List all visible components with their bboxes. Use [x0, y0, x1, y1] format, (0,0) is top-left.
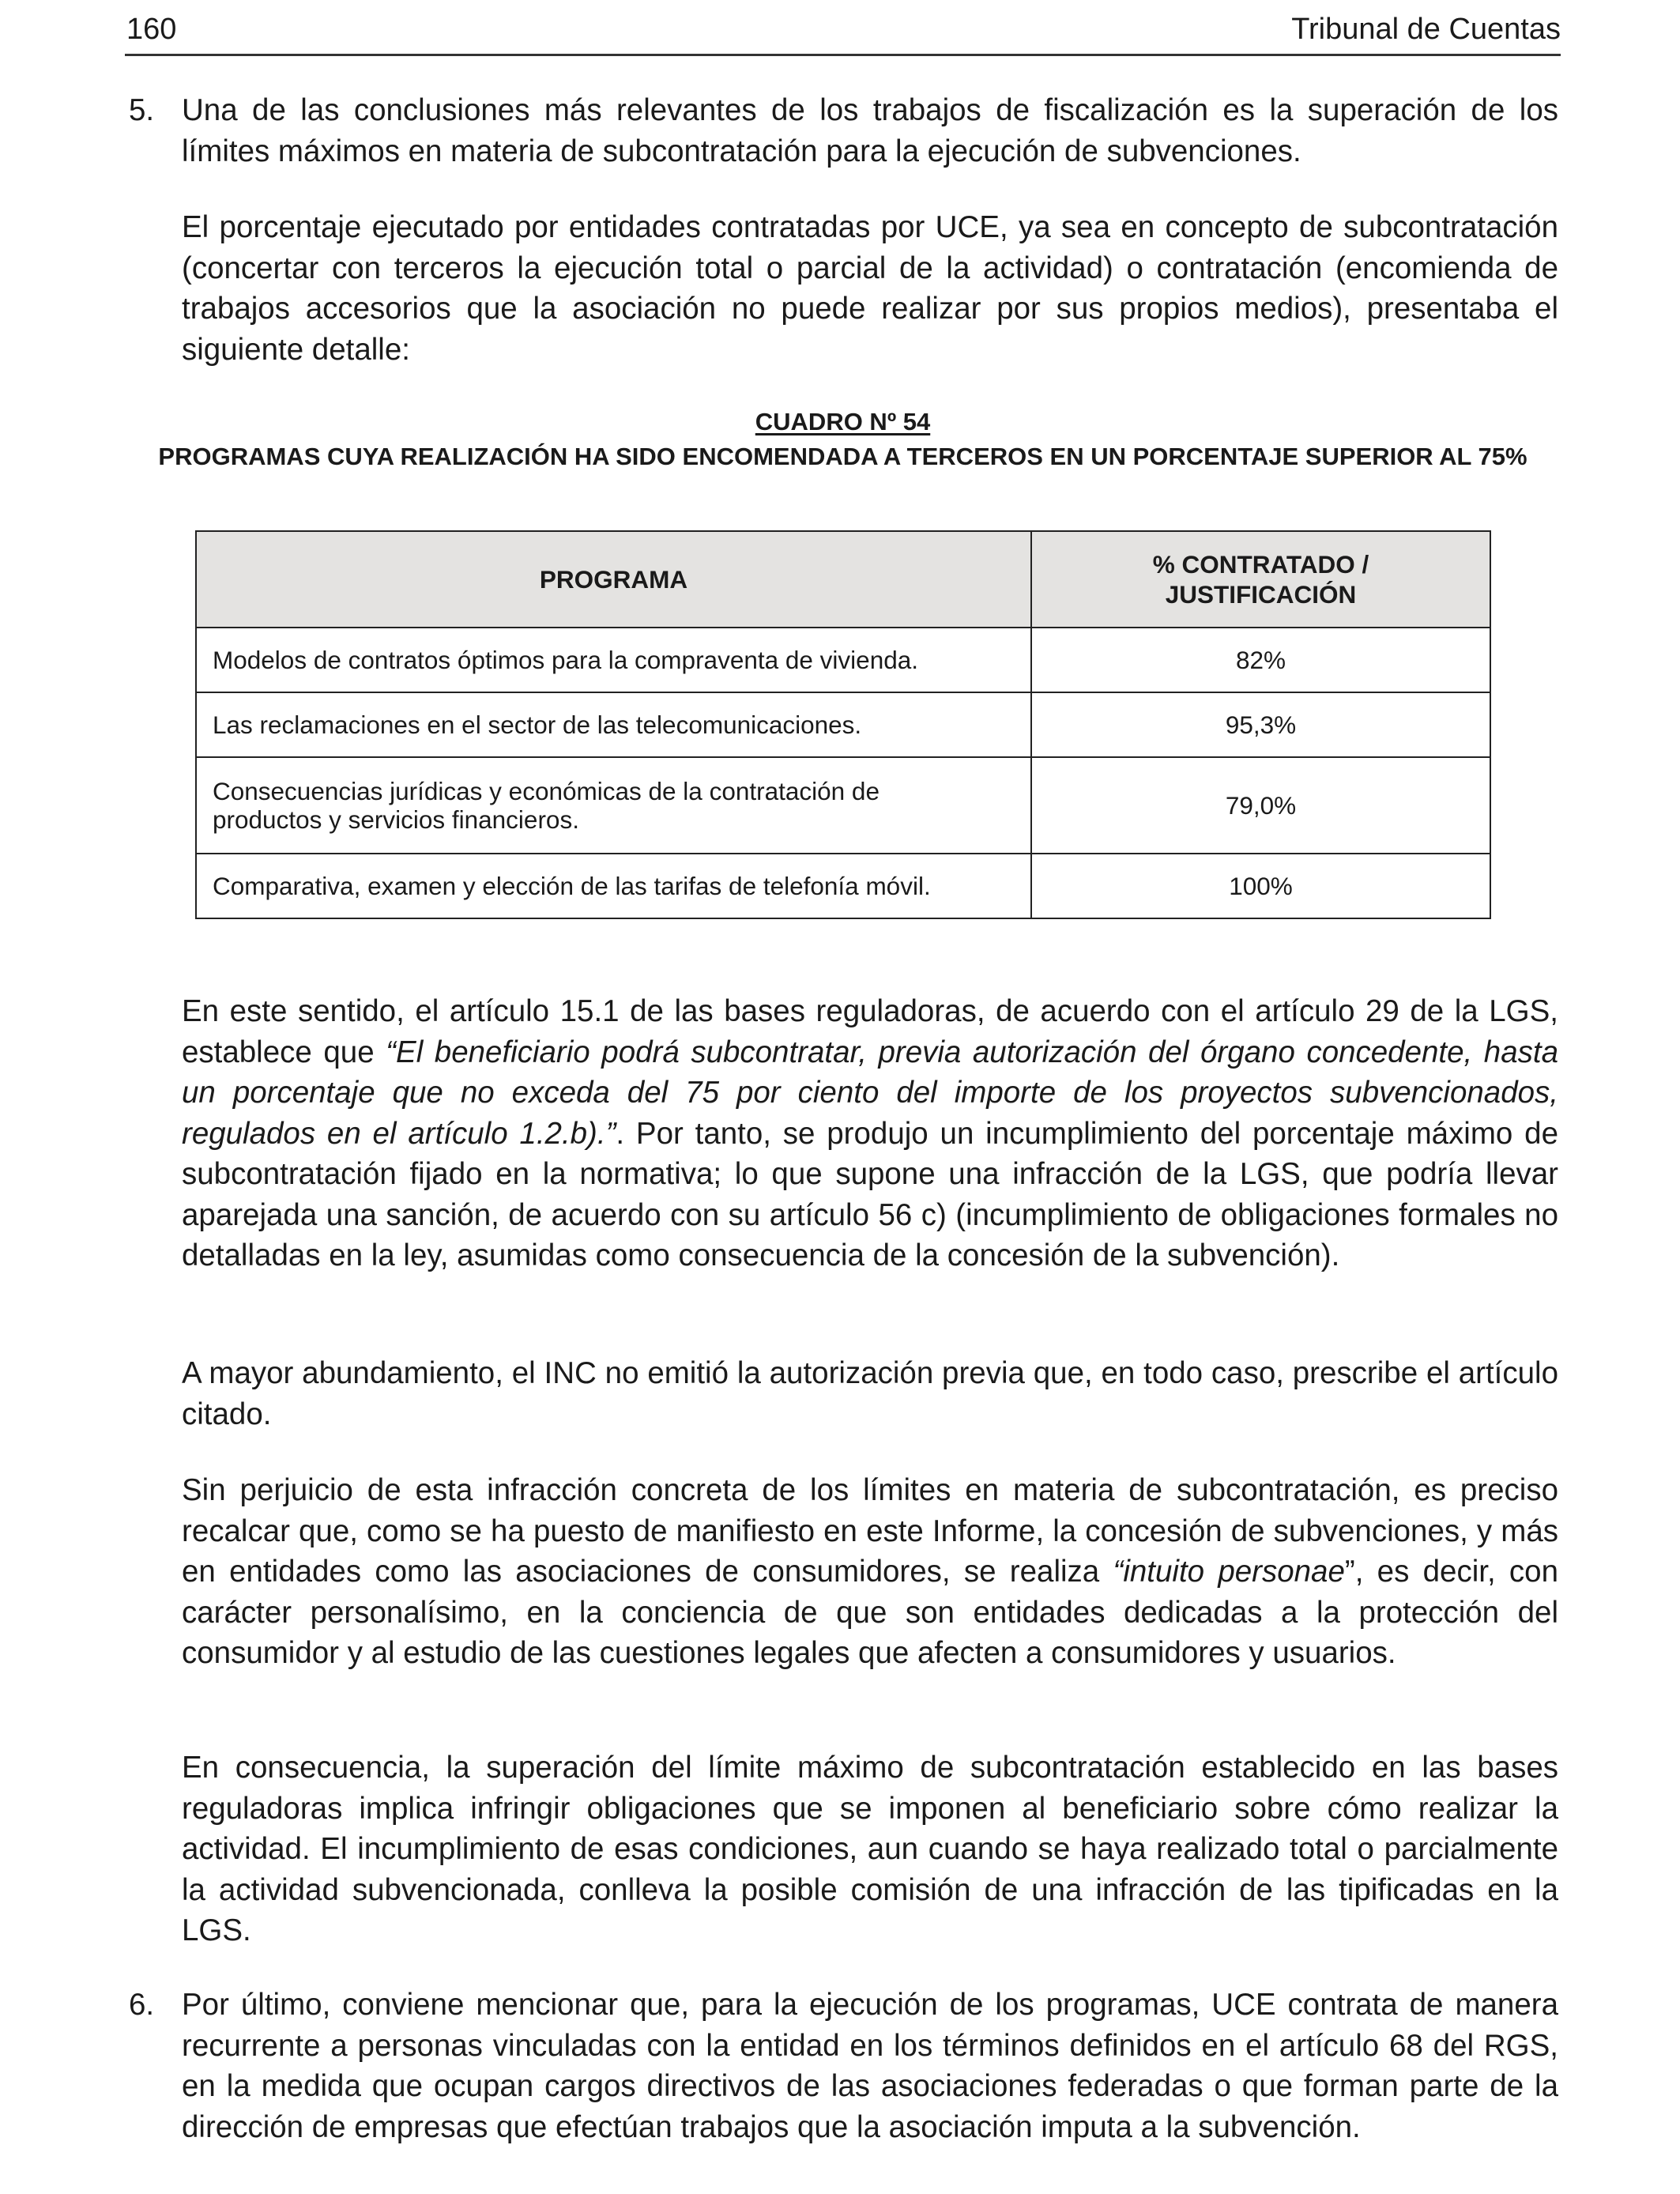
column-header-programa: PROGRAMA	[196, 531, 1031, 628]
paragraph-articulo-15	[182, 991, 1558, 1276]
column-header-porcentaje-label: % CONTRATADO / JUSTIFICACIÓN	[1152, 550, 1369, 609]
paragraph-intuito-tail: ”, es decir, con carácter personalísimo, en la conciencia de que son entidades dedicadas a la protección del consumidor y al estudio de las cuestiones legales que afecten a consumidores y usuarios.	[182, 1555, 1558, 1670]
porcentaje-cell: 95,3%	[1031, 692, 1490, 757]
programa-cell: Comparativa, examen y elección de las tarifas de telefonía móvil.	[196, 854, 1031, 918]
paragraph-inc: A mayor abundamiento, el INC no emitió la autorización previa que, en todo caso, prescribe el artículo citado.	[182, 1356, 1558, 1431]
running-title: Tribunal de Cuentas	[1291, 13, 1561, 46]
section-number-6: 6.	[129, 1988, 155, 2022]
paragraph-consecuencia: En consecuencia, la superación del límite máximo de subcontratación establecido en las bases reguladoras implica infringir obligaciones que se imponen al beneficiario sobre cómo realizar la actividad. El incumplimiento de esas condiciones, aun cuando se haya realizado total o parcialmente la actividad subvencionada, conlleva la posible comisión de una infracción de las tipificadas en la LGS.	[182, 1751, 1558, 1947]
section-5-intro: Una de las conclusiones más relevantes de los trabajos de fiscalización es la superación de los límites máximos en materia de subcontratación para la ejecución de subvenciones.	[182, 93, 1558, 168]
table-title: CUADRO Nº 54	[755, 408, 931, 435]
porcentaje-cell: 100%	[1031, 854, 1490, 918]
programa-cell: Las reclamaciones en el sector de las telecomunicaciones.	[196, 692, 1031, 757]
table-row	[196, 854, 1490, 918]
table-row	[196, 628, 1490, 692]
section-number-5: 5.	[129, 93, 155, 127]
section-5-detail: El porcentaje ejecutado por entidades contratadas por UCE, ya sea en concepto de subcontratación (concertar con terceros la ejecución total o parcial de la actividad) o contratación (encomienda de trabajos accesorios que la asociación no puede realizar por sus propios medios), presentaba el siguiente detalle:	[182, 210, 1558, 367]
column-header-porcentaje	[1031, 531, 1490, 628]
paragraph-articulo-lead: En este sentido, el artículo 15.1 de las bases reguladoras, de acuerdo con el artículo 29 de la LGS, establece que	[182, 994, 1558, 1069]
programa-cell-text: Consecuencias jurídicas y económicas de la contratación de productos y servicios financieros.	[213, 777, 880, 834]
table-row	[196, 692, 1490, 757]
programs-table	[195, 530, 1491, 919]
porcentaje-cell: 82%	[1031, 628, 1490, 692]
page-number: 160	[126, 13, 177, 46]
paragraph-articulo-tail: . Por tanto, se produjo un incumplimiento del porcentaje máximo de subcontratación fijado en la normativa; lo que supone una infracción de la LGS, que podría llevar aparejada una sanción, de acuerdo con su artículo 56 c) (incumplimiento de obligaciones formales no detalladas en la ley, asumidas como consecuencia de la concesión de la subvención).	[182, 1116, 1558, 1272]
table-row	[196, 757, 1490, 854]
table-header-row	[196, 531, 1490, 628]
table-subtitle: PROGRAMAS CUYA REALIZACIÓN HA SIDO ENCOMENDADA A TERCEROS EN UN PORCENTAJE SUPERIOR AL 75%	[158, 443, 1527, 470]
porcentaje-cell: 79,0%	[1031, 757, 1490, 854]
section-6-text: Por último, conviene mencionar que, para la ejecución de los programas, UCE contrata de manera recurrente a personas vinculadas con la entidad en los términos definidos en el artículo 68 del RGS, en la medida que ocupan cargos directivos de las asociaciones federadas o que forman parte de la dirección de empresas que efectúan trabajos que la asociación imputa a la subvención.	[182, 1988, 1558, 2144]
page-header	[125, 11, 1561, 56]
paragraph-articulo-quote: “El beneficiario podrá subcontratar, previa autorización del órgano concedente, hasta un porcentaje que no exceda del 75 por ciento del importe de los proyectos subvencionados, regulados en el artículo 1.2.b).”	[182, 1035, 1558, 1151]
programa-cell	[196, 757, 1031, 854]
paragraph-intuito-lead: Sin perjuicio de esta infracción concreta de los límites en materia de subcontratación, es preciso recalcar que, como se ha puesto de manifiesto en este Informe, la concesión de subvenciones, y más en entidades como las asociaciones de consumidores, se realiza	[182, 1473, 1558, 1589]
programa-cell: Modelos de contratos óptimos para la compraventa de vivienda.	[196, 628, 1031, 692]
paragraph-intuito-personae	[182, 1470, 1558, 1674]
paragraph-intuito-quote: “intuito personae	[1113, 1555, 1345, 1589]
